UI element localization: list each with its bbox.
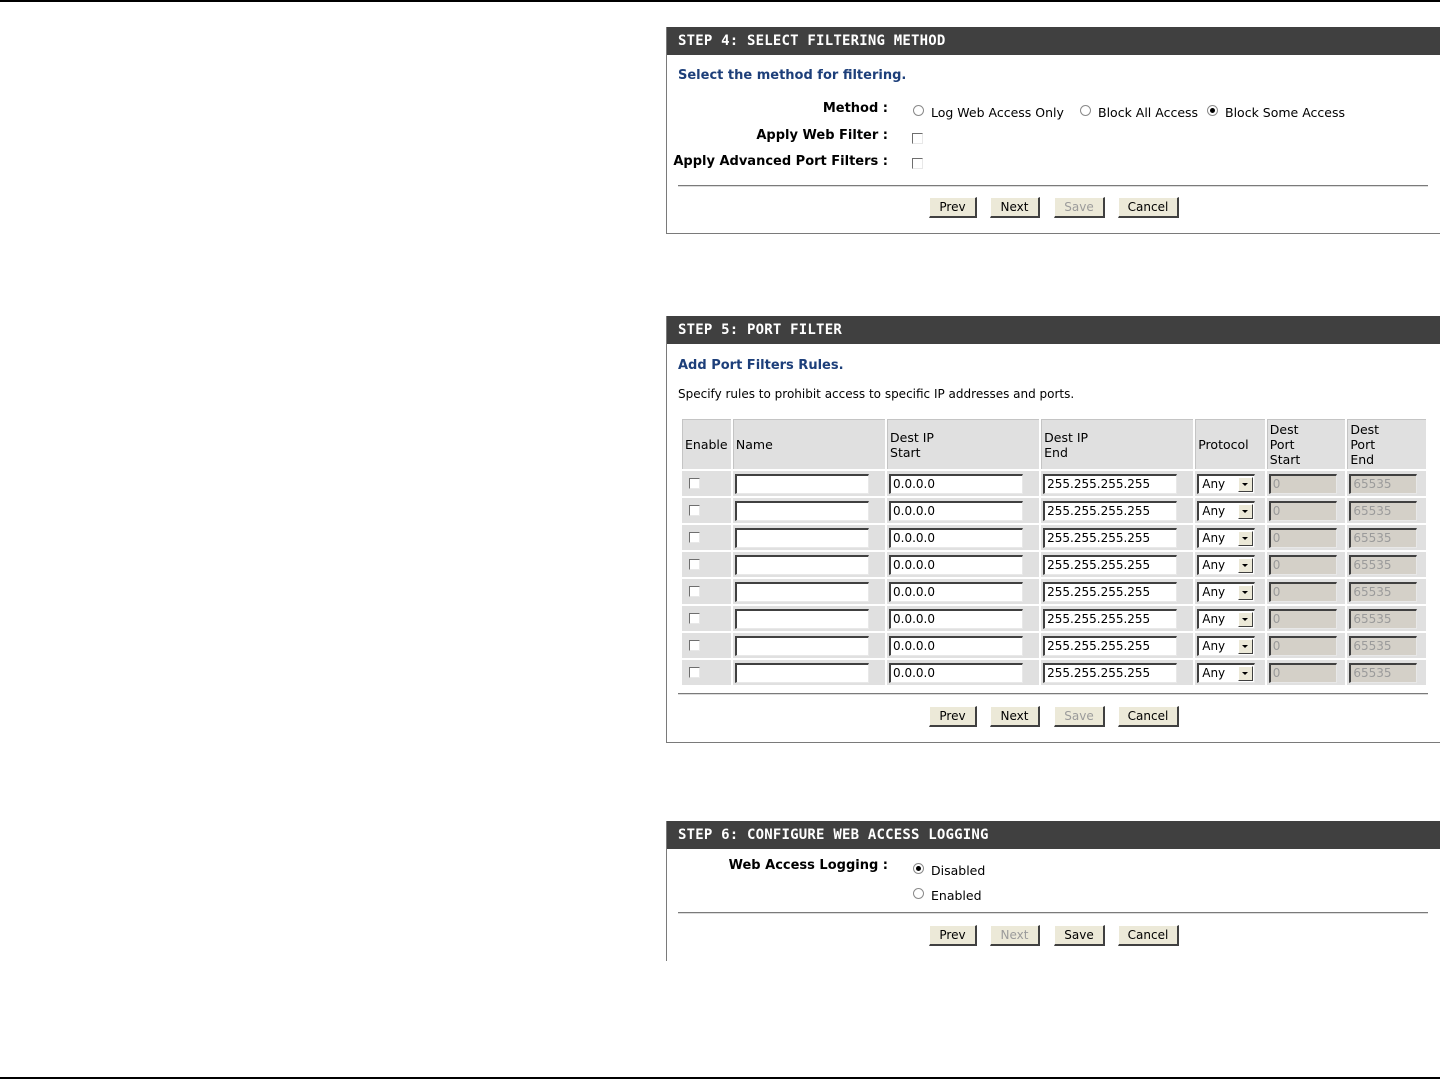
rule-ip-end-input[interactable]: 255.255.255.255 [1043,663,1177,683]
rule-ip-start-input[interactable]: 0.0.0.0 [889,501,1023,521]
cell-enable [682,471,731,496]
cell-port-end [1347,633,1426,658]
step5-description: Specify rules to prohibit access to specific IP addresses and ports. [678,387,1075,401]
cell-name [733,633,885,658]
cell-protocol [1195,471,1265,496]
rule-protocol-select[interactable] [1197,636,1255,656]
rule-protocol-value: Any [1202,612,1226,626]
step5-prev-button[interactable]: Prev [929,706,977,727]
rule-name-input[interactable] [735,528,869,548]
cell-enable [682,579,731,604]
col-dest-ip-end-line2: End [1044,444,1068,460]
cell-port-start [1267,552,1346,577]
step6-save-button[interactable]: Save [1054,925,1105,946]
cell-ip-start [887,633,1039,658]
method-option-block-some-access[interactable] [1207,105,1345,120]
cell-port-end [1347,552,1426,577]
step6-title: STEP 6: CONFIGURE WEB ACCESS LOGGING [667,821,1440,849]
port-filter-rows [682,471,1426,685]
rule-enable-checkbox[interactable] [689,640,700,651]
cell-port-end [1347,606,1426,631]
rule-port-start-input[interactable]: 0 [1269,528,1337,548]
cell-port-end [1347,498,1426,523]
cell-ip-end [1041,471,1193,496]
rule-port-start-input[interactable]: 0 [1269,609,1337,629]
rule-port-end-input[interactable]: 65535 [1349,474,1417,494]
col-dest-port-start-line3: Start [1269,452,1301,467]
rule-enable-checkbox[interactable] [689,667,700,678]
radio-logging-enabled[interactable] [913,888,924,899]
radio-block-some-access[interactable] [1207,105,1218,116]
col-dest-port-start-line2: Port [1269,437,1295,452]
step5-cancel-button[interactable]: Cancel [1118,706,1179,727]
rule-enable-checkbox[interactable] [689,505,700,516]
rule-protocol-select[interactable] [1197,582,1255,602]
rule-ip-end-input[interactable]: 255.255.255.255 [1043,609,1177,629]
cell-ip-end [1041,498,1193,523]
cell-enable [682,498,731,523]
cell-ip-start [887,552,1039,577]
cell-name [733,498,885,523]
logging-option-label: Enabled [931,888,982,903]
cell-protocol [1195,498,1265,523]
cell-name [733,579,885,604]
logging-option-disabled[interactable] [913,863,985,878]
col-dest-port-end [1347,419,1426,469]
cell-enable [682,552,731,577]
cell-enable [682,606,731,631]
rule-protocol-value: Any [1202,477,1226,491]
col-dest-ip-end [1041,419,1193,469]
rule-port-end-input[interactable]: 65535 [1349,582,1417,602]
apply-advanced-port-filters-label: Apply Advanced Port Filters : [673,154,888,169]
chevron-down-icon[interactable] [1238,639,1253,654]
cell-ip-start [887,606,1039,631]
bottom-border-line [0,1077,1440,1079]
rule-name-input[interactable] [735,636,869,656]
step5-divider [678,693,1428,695]
cell-name [733,552,885,577]
chevron-down-icon[interactable] [1238,531,1253,546]
col-dest-ip-start-line1: Dest IP [890,429,934,445]
cell-port-start [1267,525,1346,550]
chevron-down-icon[interactable] [1238,558,1253,573]
col-dest-port-end-line3: End [1350,452,1375,467]
rule-ip-start-input[interactable]: 0.0.0.0 [889,474,1023,494]
cell-port-start [1267,633,1346,658]
rule-name-input[interactable] [735,555,869,575]
chevron-down-icon[interactable] [1238,504,1253,519]
rule-port-start-input[interactable]: 0 [1269,474,1337,494]
apply-web-filter-checkbox[interactable] [912,133,923,144]
rule-port-end-input[interactable]: 65535 [1349,609,1417,629]
rule-protocol-select[interactable] [1197,528,1255,548]
rule-ip-start-input[interactable]: 0.0.0.0 [889,663,1023,683]
rule-port-start-input[interactable]: 0 [1269,501,1337,521]
step5-subtitle: Add Port Filters Rules. [678,358,844,373]
rule-ip-end-input[interactable]: 255.255.255.255 [1043,582,1177,602]
logging-option-label: Disabled [931,863,986,878]
rule-protocol-value: Any [1202,585,1226,599]
cell-name [733,606,885,631]
rule-enable-checkbox[interactable] [689,559,700,570]
top-border-line [0,0,1440,2]
col-name: Name [733,419,885,469]
cell-protocol [1195,552,1265,577]
rule-enable-checkbox[interactable] [689,613,700,624]
cell-port-start [1267,660,1346,685]
cell-ip-end [1041,606,1193,631]
cell-name [733,660,885,685]
step6-panel [666,821,1440,961]
rule-protocol-value: Any [1202,558,1226,572]
rule-protocol-select[interactable] [1197,501,1255,521]
step6-prev-button[interactable]: Prev [929,925,977,946]
rule-port-end-input[interactable]: 65535 [1349,555,1417,575]
step5-next-button[interactable]: Next [990,706,1040,727]
cell-protocol [1195,660,1265,685]
cell-port-end [1347,525,1426,550]
rule-port-end-input[interactable]: 65535 [1349,663,1417,683]
rule-protocol-value: Any [1202,639,1226,653]
method-option-label: Block Some Access [1225,105,1345,120]
table-header-row [682,419,1426,469]
step4-cancel-button[interactable]: Cancel [1118,197,1179,218]
radio-block-all-access[interactable] [1080,105,1091,116]
radio-logging-disabled[interactable] [913,863,924,874]
rule-port-end-input[interactable]: 65535 [1349,636,1417,656]
rule-port-end-input[interactable]: 65535 [1349,501,1417,521]
cell-ip-start [887,525,1039,550]
rule-protocol-value: Any [1202,666,1226,680]
cell-name [733,471,885,496]
cell-ip-end [1041,552,1193,577]
rule-ip-end-input[interactable]: 255.255.255.255 [1043,636,1177,656]
rule-protocol-select[interactable] [1197,663,1255,683]
col-dest-ip-start-line2: Start [890,444,921,460]
cell-port-start [1267,498,1346,523]
cell-port-start [1267,579,1346,604]
rule-port-start-input[interactable]: 0 [1269,582,1337,602]
cell-ip-start [887,579,1039,604]
cell-enable [682,660,731,685]
cell-enable [682,525,731,550]
rule-port-end-input[interactable]: 65535 [1349,528,1417,548]
cell-port-start [1267,471,1346,496]
cell-protocol [1195,606,1265,631]
rule-ip-start-input[interactable]: 0.0.0.0 [889,582,1023,602]
rule-enable-checkbox[interactable] [689,532,700,543]
method-option-label: Log Web Access Only [931,105,1064,120]
rule-ip-start-input[interactable]: 0.0.0.0 [889,555,1023,575]
col-dest-port-start [1267,419,1346,469]
step6-cancel-button[interactable]: Cancel [1118,925,1179,946]
table-row [682,633,1426,658]
table-row [682,579,1426,604]
step4-divider [678,185,1428,187]
chevron-down-icon[interactable] [1238,612,1253,627]
method-option-log-web-access-only[interactable] [913,105,1064,120]
col-dest-ip-start [887,419,1039,469]
table-row [682,525,1426,550]
step5-save-button[interactable]: Save [1054,706,1105,727]
step4-subtitle: Select the method for filtering. [678,68,907,83]
step5-panel [666,316,1440,743]
rule-name-input[interactable] [735,663,869,683]
col-enable: Enable [682,419,731,469]
rule-name-input[interactable] [735,474,869,494]
rule-protocol-value: Any [1202,504,1226,518]
apply-web-filter-label: Apply Web Filter : [756,128,888,143]
table-row [682,552,1426,577]
rule-protocol-select[interactable] [1197,474,1255,494]
chevron-down-icon[interactable] [1238,666,1253,681]
rule-ip-end-input[interactable]: 255.255.255.255 [1043,474,1177,494]
table-row [682,498,1426,523]
port-filter-table [680,417,1428,687]
cell-ip-start [887,660,1039,685]
table-row [682,606,1426,631]
cell-protocol [1195,579,1265,604]
rule-enable-checkbox[interactable] [689,478,700,489]
col-dest-port-end-line1: Dest [1350,422,1380,437]
rule-protocol-select[interactable] [1197,555,1255,575]
web-access-logging-label: Web Access Logging : [728,858,888,873]
rule-port-start-input[interactable]: 0 [1269,663,1337,683]
cell-name [733,525,885,550]
rule-port-start-input[interactable]: 0 [1269,636,1337,656]
rule-ip-end-input[interactable]: 255.255.255.255 [1043,528,1177,548]
chevron-down-icon[interactable] [1238,585,1253,600]
rule-ip-end-input[interactable]: 255.255.255.255 [1043,555,1177,575]
step4-prev-button[interactable]: Prev [929,197,977,218]
cell-ip-end [1041,633,1193,658]
step4-title: STEP 4: SELECT FILTERING METHOD [667,27,1440,55]
col-dest-port-start-line1: Dest [1269,422,1299,437]
method-option-label: Block All Access [1098,105,1199,120]
rule-protocol-value: Any [1202,531,1226,545]
step4-next-button[interactable]: Next [990,197,1040,218]
step6-divider [678,912,1428,914]
table-row [682,471,1426,496]
col-protocol: Protocol [1195,419,1265,469]
step4-panel [666,27,1440,234]
cell-enable [682,633,731,658]
cell-ip-end [1041,525,1193,550]
cell-ip-start [887,471,1039,496]
cell-ip-end [1041,579,1193,604]
method-label: Method : [822,101,888,116]
cell-ip-end [1041,660,1193,685]
cell-port-end [1347,660,1426,685]
cell-ip-start [887,498,1039,523]
cell-protocol [1195,525,1265,550]
apply-advanced-port-filters-checkbox[interactable] [912,158,923,169]
logging-option-enabled[interactable] [913,888,982,903]
cell-port-end [1347,471,1426,496]
chevron-down-icon[interactable] [1238,477,1253,492]
col-dest-port-end-line2: Port [1350,437,1376,452]
rule-enable-checkbox[interactable] [689,586,700,597]
rule-name-input[interactable] [735,609,869,629]
cell-port-end [1347,579,1426,604]
step6-next-button[interactable]: Next [990,925,1040,946]
rule-name-input[interactable] [735,582,869,602]
radio-log-web-access-only[interactable] [913,105,924,116]
rule-ip-start-input[interactable]: 0.0.0.0 [889,636,1023,656]
rule-ip-start-input[interactable]: 0.0.0.0 [889,528,1023,548]
rule-ip-start-input[interactable]: 0.0.0.0 [889,609,1023,629]
rule-ip-end-input[interactable]: 255.255.255.255 [1043,501,1177,521]
step5-title: STEP 5: PORT FILTER [667,316,1440,344]
rule-port-start-input[interactable]: 0 [1269,555,1337,575]
col-dest-ip-end-line1: Dest IP [1044,429,1089,445]
method-option-block-all-access[interactable] [1080,105,1198,120]
cell-port-start [1267,606,1346,631]
step4-save-button[interactable]: Save [1054,197,1105,218]
cell-protocol [1195,633,1265,658]
rule-protocol-select[interactable] [1197,609,1255,629]
table-row [682,660,1426,685]
rule-name-input[interactable] [735,501,869,521]
